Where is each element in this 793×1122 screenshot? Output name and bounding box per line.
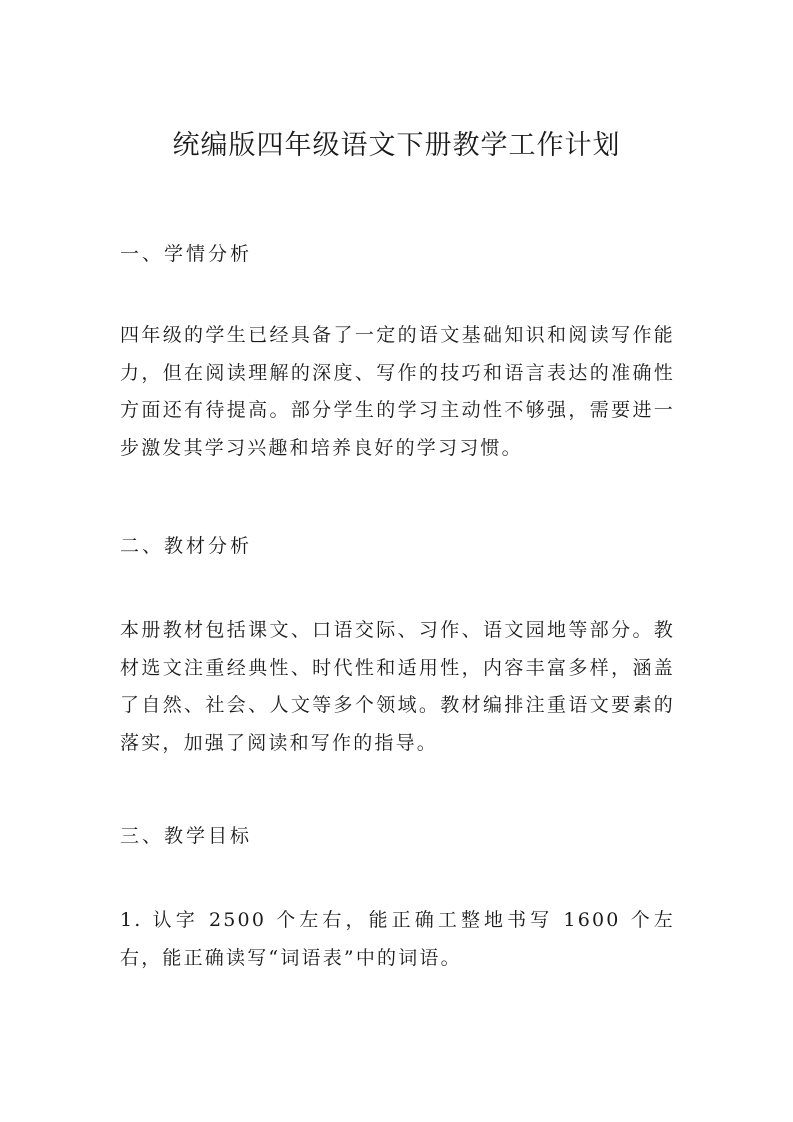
document-title: 统编版四年级语文下册教学工作计划	[172, 130, 621, 161]
section-heading-textbook-analysis: 二、教材分析	[120, 535, 253, 557]
section-body-learning-analysis: 四年级的学生已经具备了一定的语文基础知识和阅读写作能力，但在阅读理解的深度、写作的技巧和语言表达的准确性方面还有待提高。部分学生的学习主动性不够强，需要进一步激发其学习兴趣和培养良好的学习习惯。	[120, 324, 675, 459]
section-body-teaching-goals: 1. 认字 2500 个左右，能正确工整地书写 1600 个左右，能正确读写“词语表”中的词语。	[120, 909, 675, 969]
section-heading-teaching-goals: 三、教学目标	[120, 825, 253, 847]
section-heading-learning-analysis: 一、学情分析	[120, 243, 253, 265]
section-body-textbook-analysis: 本册教材包括课文、口语交际、习作、语文园地等部分。教材选文注重经典性、时代性和适用性，内容丰富多样，涵盖了自然、社会、人文等多个领域。教材编排注重语文要素的落实，加强了阅读和写作的指导。	[120, 619, 675, 754]
